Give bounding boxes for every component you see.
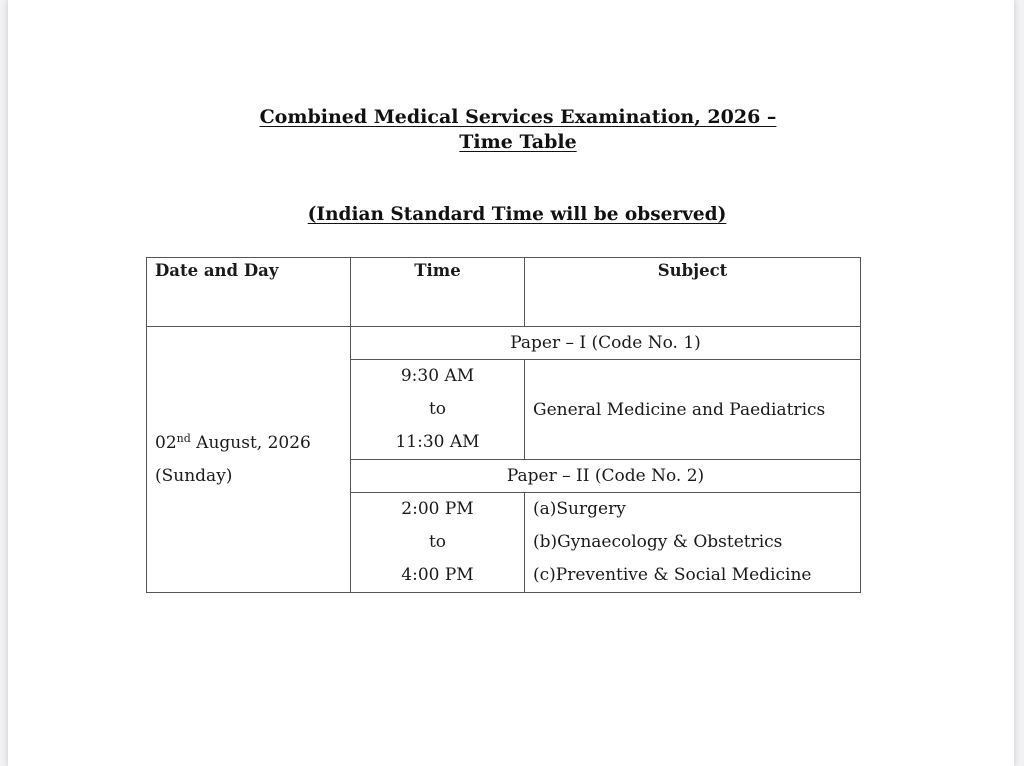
header-subject: Subject — [525, 258, 861, 327]
document-title: Combined Medical Services Examination, 2026 – — [259, 106, 777, 128]
paper-2-subjects — [525, 493, 861, 593]
paper-2-time: 2:00 PM to 4:00 PM — [351, 493, 525, 593]
list-item: (c)Preventive & Social Medicine — [533, 565, 812, 585]
date-cell — [147, 327, 351, 593]
header-date: Date and Day — [147, 258, 351, 327]
exam-date: 02nd August, 2026 — [155, 431, 311, 453]
list-item: (a)Surgery — [533, 499, 626, 519]
paper-1-label: Paper – I (Code No. 1) — [351, 327, 861, 360]
time-zone-note: (Indian Standard Time will be observed) — [307, 204, 727, 225]
paper-2-label: Paper – II (Code No. 2) — [351, 460, 861, 493]
exam-time-table — [146, 257, 861, 593]
document-title-line2: Time Table — [459, 131, 577, 153]
paper-1-subject: General Medicine and Paediatrics — [525, 360, 861, 460]
list-item: (b)Gynaecology & Obstetrics — [533, 532, 783, 552]
header-time: Time — [351, 258, 525, 327]
table-row — [147, 327, 861, 360]
paper-1-time: 9:30 AM to 11:30 AM — [351, 360, 525, 460]
table-header-row — [147, 258, 861, 327]
exam-weekday: (Sunday) — [155, 465, 233, 486]
